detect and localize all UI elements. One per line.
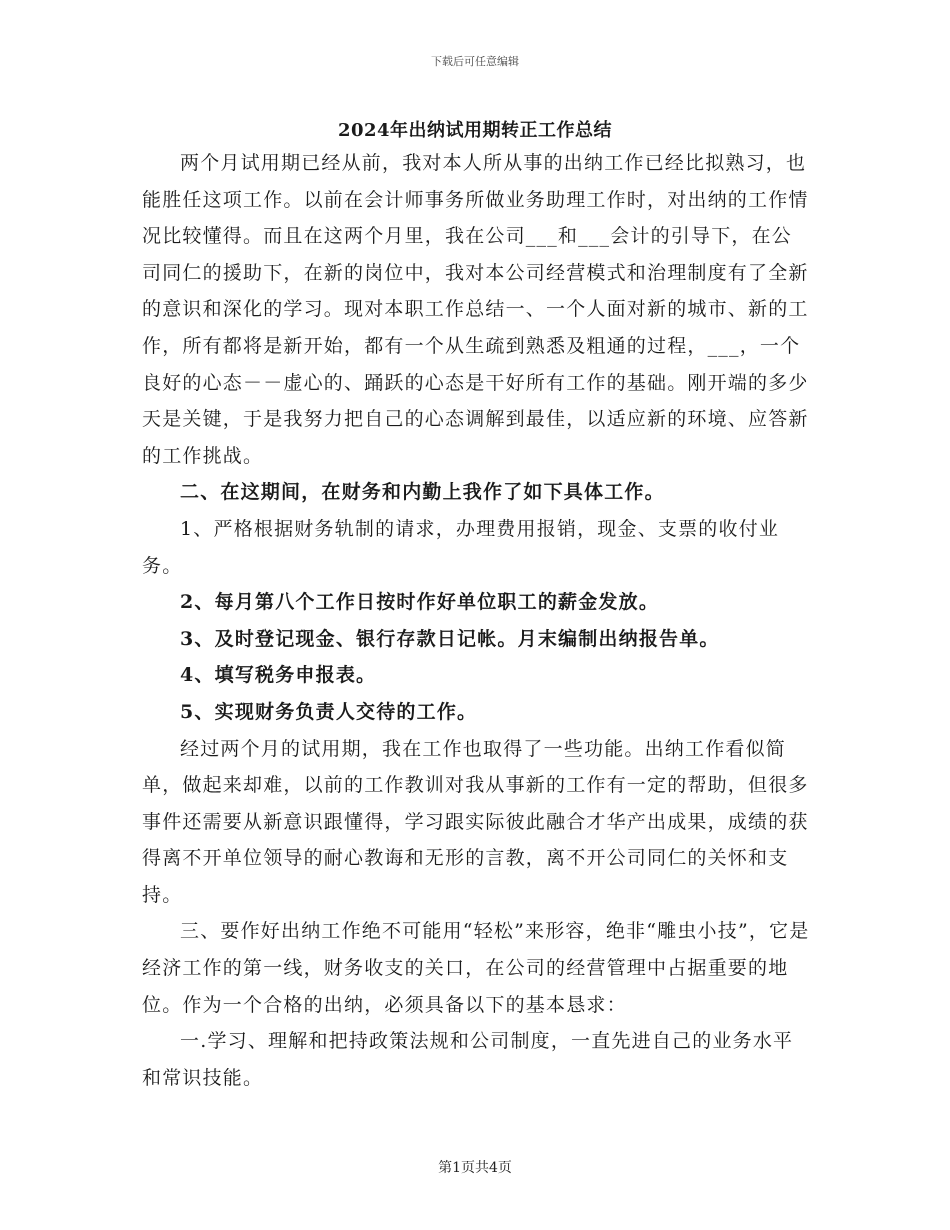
- document-body: [142, 145, 812, 1096]
- document-title: 2024年出纳试用期转正工作总结: [337, 120, 613, 141]
- paragraph-results: 经过两个月的试用期，我在工作也取得了一些功能。出纳工作看似简单，做起来却难，以前的工作教训对我从事新的工作有一定的帮助，但很多事件还需要从新意识跟懂得，学习跟实际彼此融合才华产出成果，成绩的获得离不开单位领导的耐心教诲和无形的言教，离不开公司同仁的关怀和支持。: [142, 737, 809, 906]
- page-header: 下载后可任意编辑: [431, 55, 519, 68]
- paragraph-requirement-1: 一.学习、理解和把持政策法规和公司制度，一直先进自己的业务水平和常识技能。: [142, 1030, 794, 1089]
- paragraph-intro: 两个月试用期已经从前，我对本人所从事的出纳工作已经比拟熟习，也能胜任这项工作。以前在会计师事务所做业务助理工作时，对出纳的工作情况比较懂得。而且在这两个月里，我在公司___和___会计的引导下，在公司同仁的援助下，在新的岗位中，我对本公司经营模式和治理制度有了全新的意识和深化的学习。现对本职工作总结一、一个人面对新的城市、新的工作，所有都将是新开始，都有一个从生疏到熟悉及粗通的过程，___，一个良好的心态－－虚心的、踊跃的心态是干好所有工作的基础。刚开端的多少天是关键，于是我努力把自己的心态调解到最佳，以适应新的环境、应答新的工作挑战。: [142, 152, 809, 467]
- page-footer: 第1页共4页: [438, 1160, 512, 1176]
- list-item-2: 2、每月第八个工作日按时作好单位职工的薪金发放。: [180, 591, 660, 614]
- list-item-1: 1、严格根据财务轨制的请求，办理费用报销，现金、支票的收付业务。: [142, 517, 780, 577]
- list-item-3: 3、及时登记现金、银行存款日记帐。月末编制出纳报告单。: [180, 627, 720, 650]
- list-item-5: 5、实现财务负责人交待的工作。: [180, 700, 478, 723]
- list-item-4: 4、填写税务申报表。: [180, 664, 377, 687]
- section-heading-2: 二、在这期间，在财务和内勤上我作了如下具体工作。: [180, 481, 665, 504]
- section-heading-3: 三、要作好出纳工作绝不可能用“轻松”来形容，绝非“雕虫小技”，它是经济工作的第一线，财务收支的关口，在公司的经营管理中占据重要的地位。作为一个合格的出纳，必须具备以下的基本恳求：: [142, 920, 810, 1016]
